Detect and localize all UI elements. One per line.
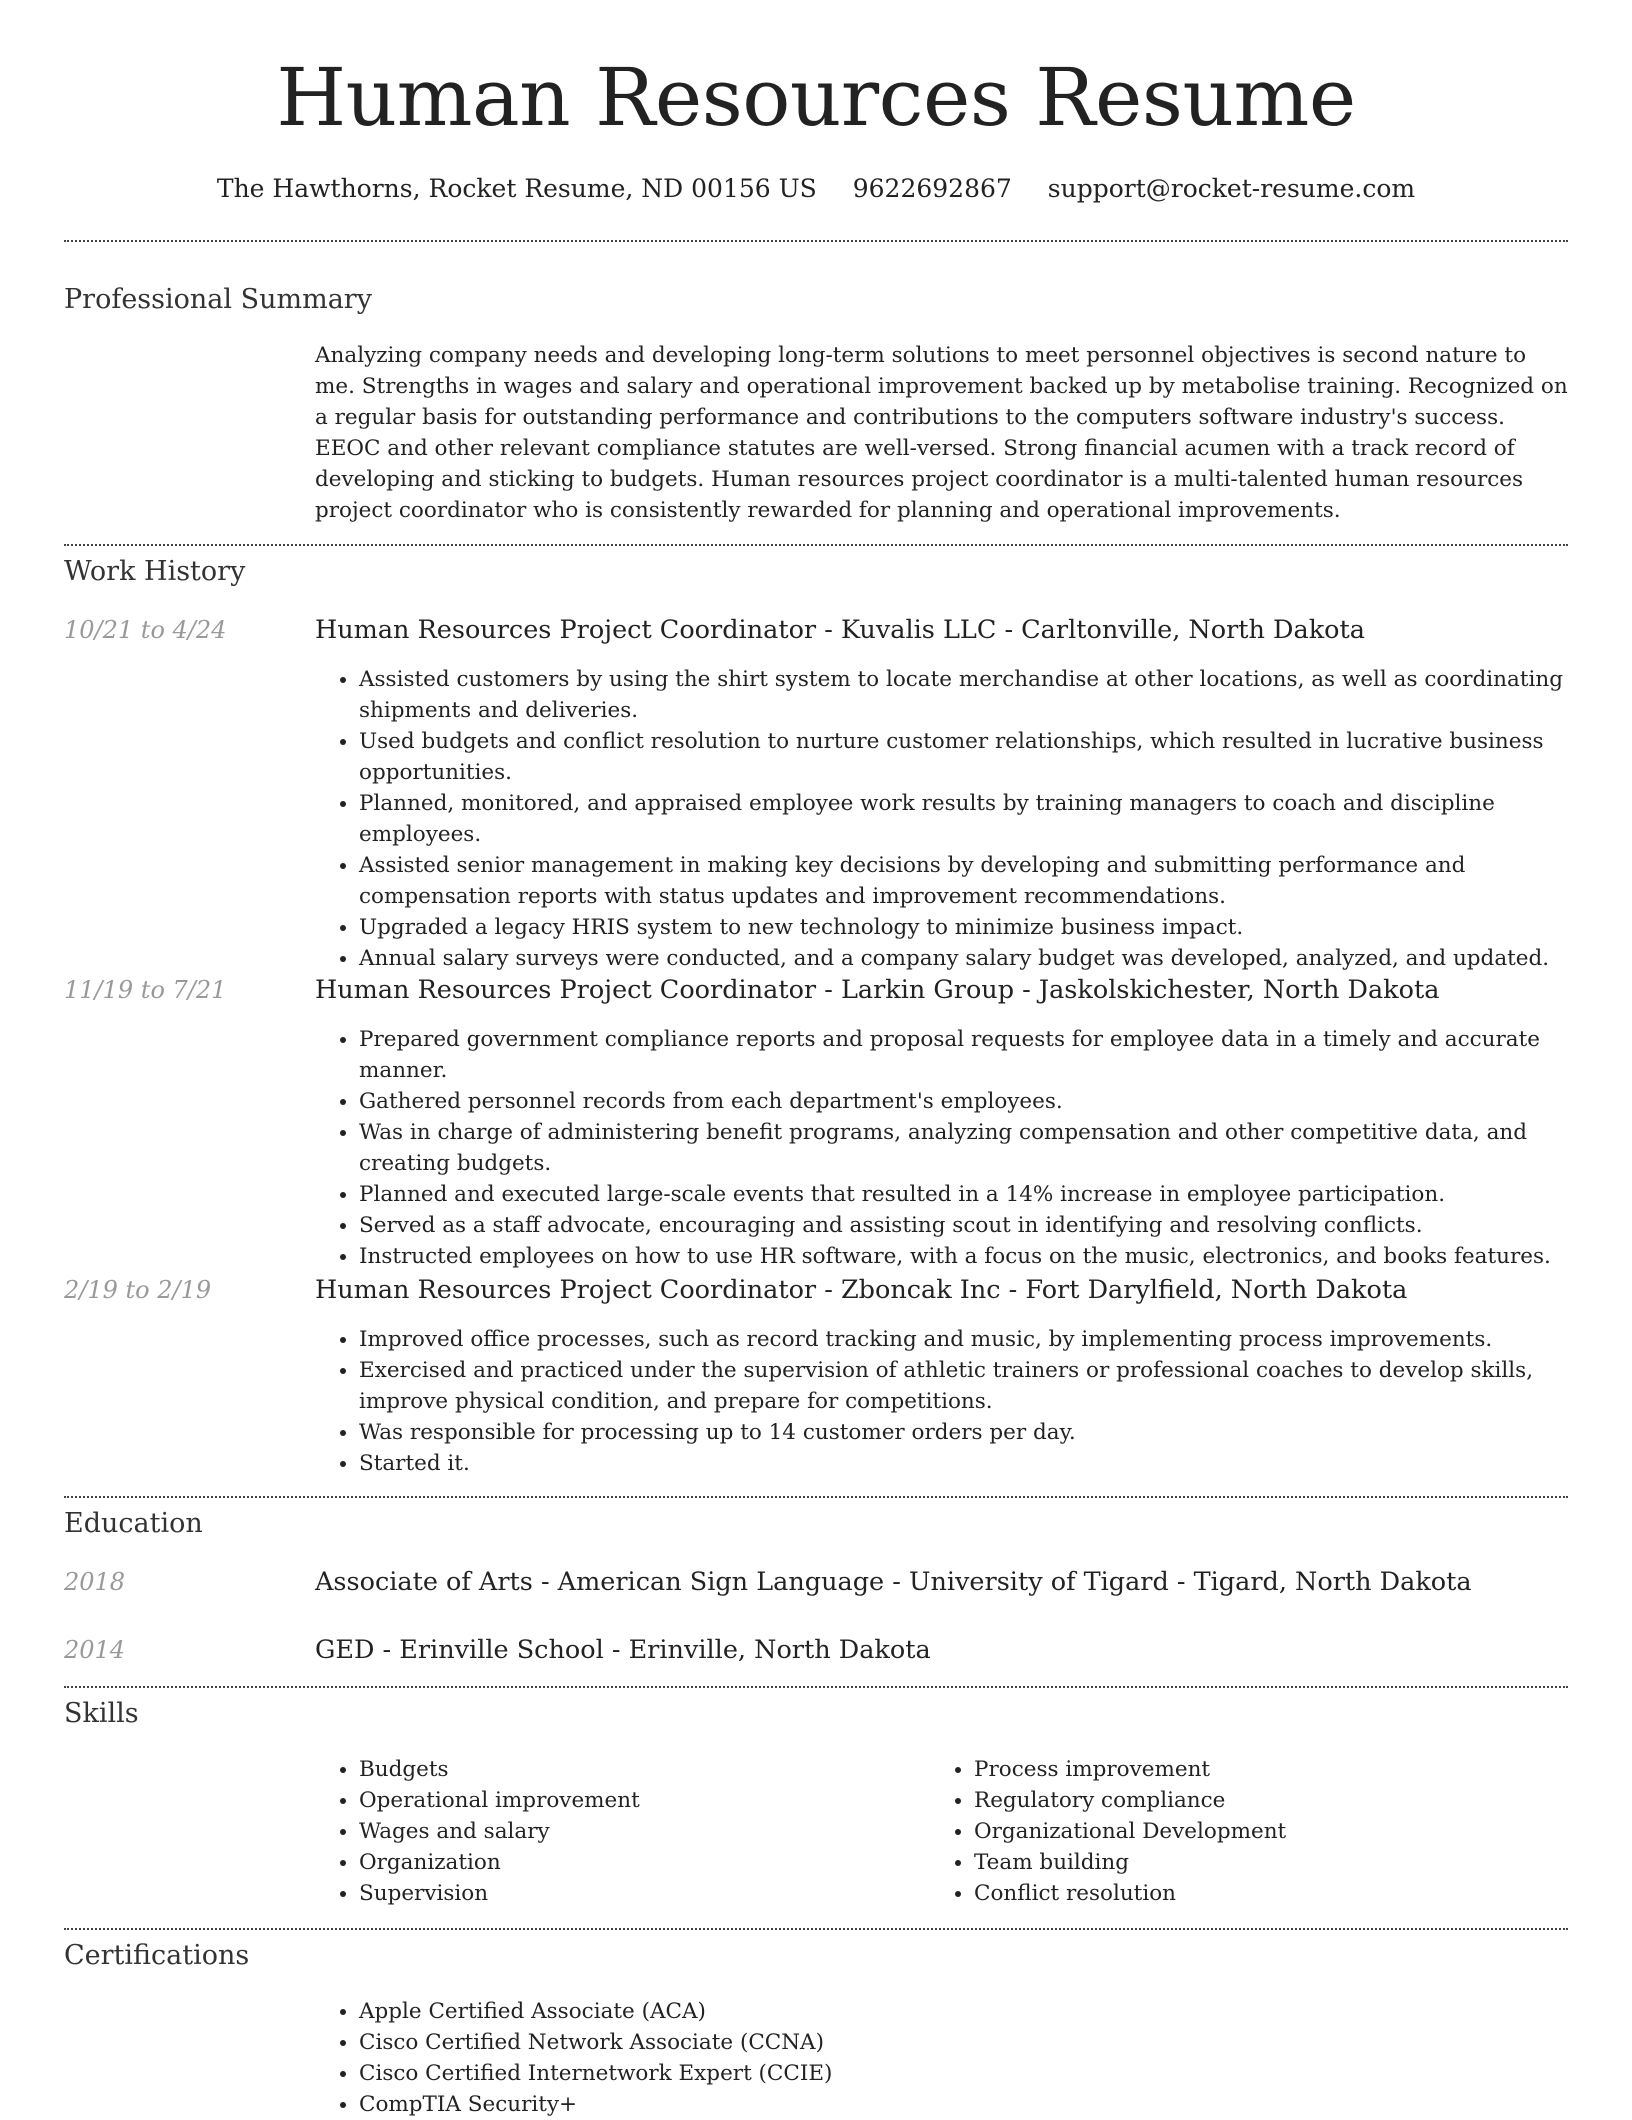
job-bullets	[315, 664, 1568, 974]
job-bullet: • Improved office processes, such as record tracking and music, by implementing process improvements.	[359, 1324, 1568, 1355]
job-title: Human Resources Project Coordinator - Kuvalis LLC - Carltonville, North Dakota	[315, 615, 1365, 645]
skill-item: • Team building	[974, 1847, 1530, 1878]
resume-title: Human Resources Resume	[276, 51, 1356, 144]
certification-item: • Apple Certified Associate (ACA)	[359, 1996, 1568, 2027]
job-dates: 2/19 to 2/19	[64, 1276, 212, 1304]
section-divider	[64, 1686, 1568, 1688]
contact-address: The Hawthorns, Rocket Resume, ND 00156 US	[216, 174, 817, 203]
summary-heading: Professional Summary	[64, 284, 372, 315]
education-year: 2018	[64, 1568, 126, 1596]
certification-item: • CompTIA Security+	[359, 2089, 1568, 2120]
skill-item: • Organization	[359, 1847, 915, 1878]
job-bullet: • Assisted customers by using the shirt system to locate merchandise at other locations, as well as coordinating shipments and deliveries.	[359, 664, 1568, 726]
skill-item: • Regulatory compliance	[974, 1785, 1530, 1816]
section-divider	[64, 1496, 1568, 1498]
job-bullet: • Planned and executed large-scale events that resulted in a 14% increase in employee participation.	[359, 1179, 1568, 1210]
education-title: Associate of Arts - American Sign Language - University of Tigard - Tigard, North Dakota	[315, 1567, 1472, 1597]
skill-item: • Wages and salary	[359, 1816, 915, 1847]
education-heading: Education	[64, 1508, 203, 1539]
job-bullet: • Was in charge of administering benefit programs, analyzing compensation and other competitive data, and creating budgets.	[359, 1117, 1568, 1179]
skill-item: • Supervision	[359, 1878, 915, 1909]
skills-list-right	[930, 1754, 1530, 1909]
job-bullet: • Served as a staff advocate, encouraging and assisting scout in identifying and resolving conflicts.	[359, 1210, 1568, 1241]
summary-text: Analyzing company needs and developing long-term solutions to meet personnel objectives is second nature to me. Strengths in wages and salary and operational improvement backed up by metabolise training. Recognized on a regular basis for outstanding performance and contributions to the computers software industry's success. EEOC and other relevant compliance statutes are well-versed. Strong financial acumen with a track record of developing and sticking to budgets. Human resources project coordinator is a multi-talented human resources project coordinator who is consistently rewarded for planning and operational improvements.	[315, 343, 1568, 523]
section-divider	[64, 1928, 1568, 1930]
contact-phone: 9622692867	[852, 174, 1012, 203]
job-bullet: • Used budgets and conflict resolution to nurture customer relationships, which resulted in lucrative business opportunities.	[359, 726, 1568, 788]
skill-item: • Organizational Development	[974, 1816, 1530, 1847]
job-dates: 10/21 to 4/24	[64, 616, 227, 644]
certification-item: • Cisco Certified Network Associate (CCNA)	[359, 2027, 1568, 2058]
certification-item: • Cisco Certified Internetwork Expert (CCIE)	[359, 2058, 1568, 2089]
job-bullets	[315, 1324, 1568, 1479]
job-bullet: • Prepared government compliance reports and proposal requests for employee data in a timely and accurate manner.	[359, 1024, 1568, 1086]
job-dates: 11/19 to 7/21	[64, 976, 227, 1004]
contact-line	[64, 172, 1568, 206]
job-bullet: • Started it.	[359, 1448, 1568, 1479]
skill-item: • Operational improvement	[359, 1785, 915, 1816]
job-bullet: • Upgraded a legacy HRIS system to new technology to minimize business impact.	[359, 912, 1568, 943]
job-bullet: • Exercised and practiced under the supervision of athletic trainers or professional coaches to develop skills, improve physical condition, and prepare for competitions.	[359, 1355, 1568, 1417]
job-bullet: • Instructed employees on how to use HR software, with a focus on the music, electronics, and books features.	[359, 1241, 1568, 1272]
skills-list-left	[315, 1754, 915, 1909]
certifications-list	[315, 1996, 1568, 2120]
job-bullet: • Annual salary surveys were conducted, and a company salary budget was developed, analyzed, and updated.	[359, 943, 1568, 974]
job-bullet: • Planned, monitored, and appraised employee work results by training managers to coach and discipline employees.	[359, 788, 1568, 850]
work-history-heading: Work History	[64, 556, 246, 587]
skills-heading: Skills	[64, 1698, 139, 1729]
contact-email: support@rocket-resume.com	[1047, 174, 1416, 203]
job-bullet: • Gathered personnel records from each department's employees.	[359, 1086, 1568, 1117]
education-title: GED - Erinville School - Erinville, North Dakota	[315, 1635, 931, 1665]
job-title: Human Resources Project Coordinator - Larkin Group - Jaskolskichester, North Dakota	[315, 975, 1440, 1005]
job-title: Human Resources Project Coordinator - Zboncak Inc - Fort Darylfield, North Dakota	[315, 1275, 1408, 1305]
section-divider	[64, 240, 1568, 242]
job-bullet: • Assisted senior management in making key decisions by developing and submitting performance and compensation reports with status updates and improvement recommendations.	[359, 850, 1568, 912]
skill-item: • Process improvement	[974, 1754, 1530, 1785]
certifications-heading: Certifications	[64, 1940, 250, 1971]
skill-item: • Conflict resolution	[974, 1878, 1530, 1909]
job-bullet: • Was responsible for processing up to 14 customer orders per day.	[359, 1417, 1568, 1448]
job-bullets	[315, 1024, 1568, 1272]
skill-item: • Budgets	[359, 1754, 915, 1785]
section-divider	[64, 544, 1568, 546]
education-year: 2014	[64, 1636, 126, 1664]
